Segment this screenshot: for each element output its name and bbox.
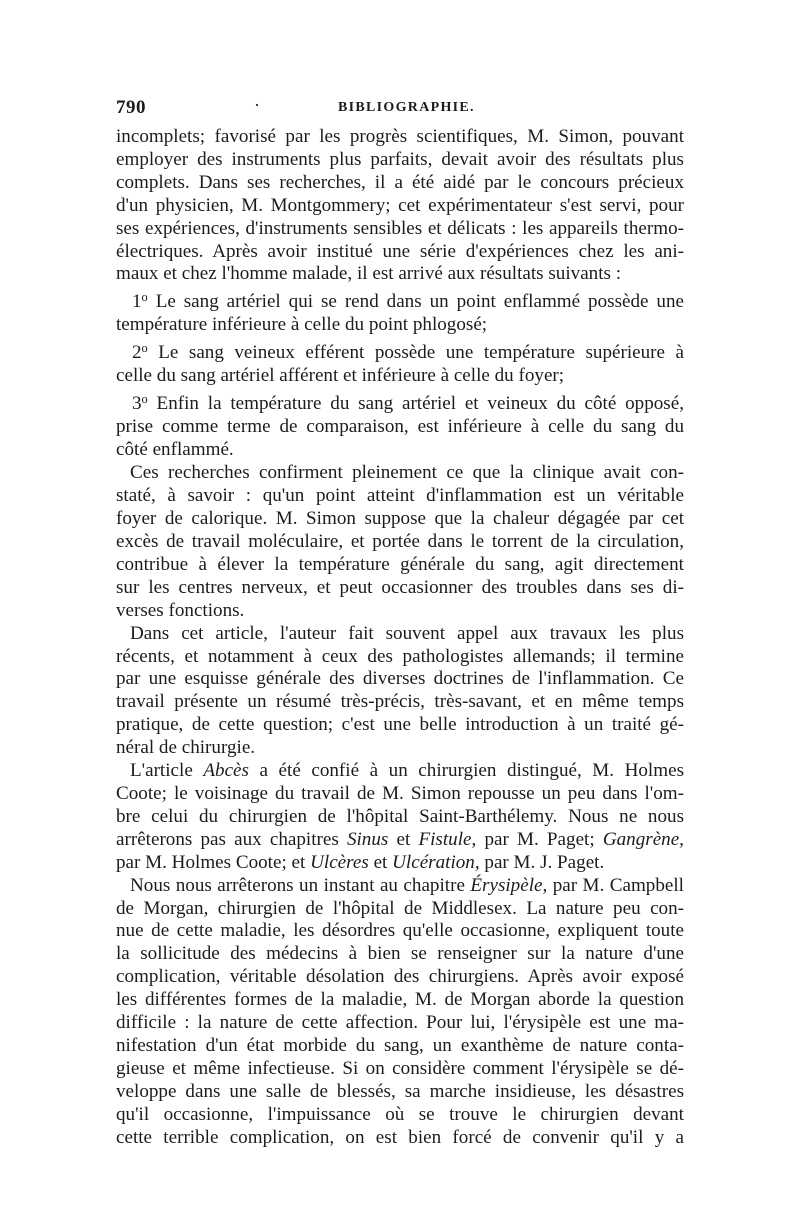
text-line: difficile : la nature de cette affection. Pour lui, l'érysipèle est une ma- xyxy=(116,1012,684,1034)
text-line: température inférieure à celle du point phlogosé; xyxy=(116,314,488,336)
text-line: staté, à savoir : qu'un point atteint d'inflammation est un véritable xyxy=(116,485,684,507)
line-text: Nous nous arrêterons un instant au chapitre xyxy=(130,874,465,896)
line-text: arrêterons pas aux chapitres xyxy=(116,828,339,850)
text-line: maux et chez l'homme malade, il est arrivé aux résultats suivants : xyxy=(116,263,622,285)
text-line: foyer de calorique. M. Simon suppose que la chaleur dégagée par cet xyxy=(116,508,684,530)
text-line: veloppe dans une salle de blessés, sa marche insidieuse, les désastres xyxy=(116,1080,684,1102)
text-line: la sollicitude des médecins à bien se renseigner sur la nature d'une xyxy=(116,943,684,965)
line-text: par M. J. Paget. xyxy=(484,851,605,873)
text-line: de Morgan, chirurgien de l'hôpital de Middlesex. La nature peu con- xyxy=(116,897,684,919)
line-text: Le sang veineux efférent possède une température supérieure à xyxy=(158,342,684,364)
line-text: L'article xyxy=(130,760,193,782)
italic-term: Abcès xyxy=(203,760,249,782)
line-text: par M. Paget; xyxy=(484,828,595,850)
text-line: d'un physicien, M. Montgommery; cet expérimentateur s'est servi, pour xyxy=(116,194,684,216)
text-line: incomplets; favorisé par les progrès scientifiques, M. Simon, pouvant xyxy=(116,126,684,147)
text-line: bre celui du chirurgien de l'hôpital Saint-Barthélemy. Nous ne nous xyxy=(116,805,684,827)
text-line: sur les centres nerveux, et peut occasionner des troubles dans ses di- xyxy=(116,576,684,598)
text-line: cette terrible complication, on est bien forcé de convenir qu'il y a xyxy=(116,1126,684,1148)
text-line xyxy=(116,852,684,875)
text-line: Ces recherches confirment pleinement ce que la clinique avait con- xyxy=(130,462,684,484)
line-text: Le sang artériel qui se rend dans un point enflammé possède une xyxy=(155,291,684,313)
italic-term: Ulcères xyxy=(310,851,369,873)
text-line: Coote; le voisinage du travail de M. Simon repousse un peu dans l'om- xyxy=(116,782,684,804)
text-line: côté enflammé. xyxy=(116,439,234,461)
text-line: nue de cette maladie, les désordres qu'elle occasionne, expliquent toute xyxy=(116,920,684,942)
text-line: pratique, de cette question; c'est une belle introduction à un traité gé- xyxy=(116,714,684,736)
italic-term: Gangrène, xyxy=(602,828,684,850)
ordinal-mark: o xyxy=(141,290,148,305)
text-line: électriques. Après avoir institué une série d'expériences chez les ani- xyxy=(116,240,684,262)
text-line: Dans cet article, l'auteur fait souvent appel aux travaux les plus xyxy=(130,622,684,644)
italic-term: Fistule, xyxy=(418,828,477,850)
text-line: verses fonctions. xyxy=(116,599,245,621)
text-line: récents, et notamment à ceux des pathologistes allemands; il termine xyxy=(116,645,684,667)
header-dot: · xyxy=(254,95,260,115)
text-line: celle du sang artériel afférent et inférieure à celle du foyer; xyxy=(116,365,565,387)
text-line: nifestation d'un état morbide du sang, un exanthème de nature conta- xyxy=(116,1034,684,1056)
text-line xyxy=(116,388,684,416)
text-line: les différentes formes de la maladie, M. de Morgan aborde la question xyxy=(116,989,684,1011)
text-line: complication, véritable désolation des chirurgiens. Après avoir exposé xyxy=(116,966,684,988)
text-line: prise comme terme de comparaison, est inférieure à celle du sang du xyxy=(116,416,684,438)
text-line: néral de chirurgie. xyxy=(116,737,256,759)
line-text: a été confié à un chirurgien distingué, M. Holmes xyxy=(259,760,684,782)
list-number: 2 xyxy=(132,342,142,364)
list-number: 3 xyxy=(132,393,142,415)
page-number: 790 xyxy=(116,97,146,118)
italic-term: Sinus xyxy=(346,828,389,850)
ordinal-mark: o xyxy=(141,392,148,407)
line-text: Enfin la température du sang artériel et veineux du côté opposé, xyxy=(156,393,684,415)
text-line: gieuse et même infectieuse. Si on considère comment l'érysipèle se dé- xyxy=(116,1057,684,1079)
line-text: par M. Holmes Coote; et xyxy=(116,851,306,873)
running-title: BIBLIOGRAPHIE. xyxy=(338,100,475,115)
text-line xyxy=(116,829,684,852)
text-line xyxy=(116,286,684,314)
line-text: et xyxy=(396,828,411,850)
text-line: ses expériences, d'instruments sensibles et délicats : les appareils thermo- xyxy=(116,217,684,239)
text-line: complets. Dans ses recherches, il a été aidé par le concours précieux xyxy=(116,171,684,193)
italic-term: Ulcération, xyxy=(392,851,480,873)
text-line: par une esquisse générale des diverses doctrines de l'inflammation. Ce xyxy=(116,668,684,690)
line-text: par M. Campbell xyxy=(552,874,684,896)
text-line: employer des instruments plus parfaits, devait avoir des résultats plus xyxy=(116,148,684,170)
running-header xyxy=(116,97,684,123)
text-line xyxy=(116,337,684,365)
page-body xyxy=(116,126,684,1149)
text-line: travail présente un résumé très-précis, très-savant, et en même temps xyxy=(116,691,684,713)
ordinal-mark: o xyxy=(141,341,148,356)
text-line: excès de travail moléculaire, et portée dans le torrent de la circulation, xyxy=(116,531,684,553)
italic-term: Érysipèle, xyxy=(470,874,548,896)
text-line xyxy=(116,875,684,898)
line-text: et xyxy=(373,851,388,873)
list-number: 1 xyxy=(132,291,142,313)
text-line: contribue à élever la température générale du sang, agit directement xyxy=(116,553,684,575)
text-line xyxy=(116,760,684,783)
text-line: qu'il occasionne, l'impuissance où se trouve le chirurgien devant xyxy=(116,1103,684,1125)
